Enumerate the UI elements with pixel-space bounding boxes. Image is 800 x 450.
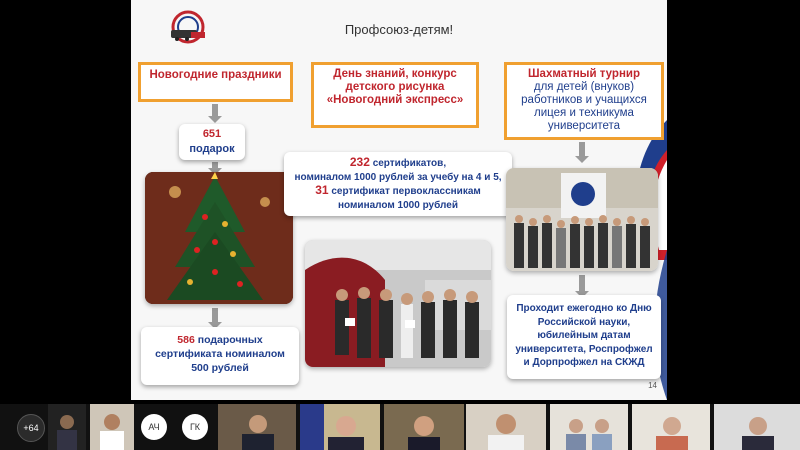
knowledge-certificates-text2: номиналом 1000 рублей за учебу на 4 и 5, — [294, 171, 502, 183]
knowledge-certificates-box — [284, 152, 512, 216]
participant-avatar — [218, 404, 296, 450]
gifts-label: подарок — [189, 143, 235, 155]
participant-video-tile[interactable] — [714, 404, 800, 450]
chess-tournament-photo — [506, 168, 658, 271]
header-knowledge-day-text: День знаний, конкурс детского рисунка «Новогодний экспресс» — [326, 68, 464, 106]
first-graders-text1: сертификат первоклассникам — [331, 186, 481, 197]
knowledge-certificates-count: 232 — [349, 155, 370, 169]
participant-video-tile[interactable] — [632, 404, 710, 450]
participant-video-tile[interactable] — [384, 404, 464, 450]
participant-video-tile[interactable] — [218, 404, 296, 450]
new-year-certificates-box — [141, 327, 299, 385]
participant-video-tile[interactable] — [550, 404, 628, 450]
header-knowledge-day — [311, 62, 479, 128]
header-new-year — [138, 62, 293, 102]
new-year-certificates-text: подарочных сертификата номиналом 500 рублей — [155, 334, 285, 374]
gifts-count: 651 — [202, 128, 222, 140]
first-graders-count: 31 — [315, 183, 329, 197]
participant-initials-badge[interactable]: ГК — [182, 414, 208, 440]
group-photo-image — [305, 240, 491, 367]
header-chess-title: Шахматный турнир — [528, 68, 640, 80]
chess-photo-image — [506, 168, 658, 271]
participant-video-tile[interactable] — [90, 404, 134, 450]
participant-avatar — [632, 404, 710, 450]
slide-title: Профсоюз-детям! — [344, 22, 454, 37]
more-participants-button[interactable]: +64 — [17, 414, 45, 442]
christmas-tree-image — [145, 172, 293, 304]
knowledge-day-group-photo — [305, 240, 491, 367]
participant-avatar — [466, 404, 546, 450]
participant-avatar — [550, 404, 628, 450]
participant-avatar — [90, 404, 134, 450]
knowledge-certificates-text1: сертификатов, — [372, 158, 447, 169]
chess-note-box — [507, 295, 661, 379]
participant-avatar — [714, 404, 800, 450]
new-year-certificates-count: 586 — [177, 334, 195, 346]
participant-video-tile[interactable] — [300, 404, 380, 450]
presentation-slide — [131, 0, 667, 400]
participant-avatar — [300, 404, 380, 450]
participant-video-tile[interactable] — [466, 404, 546, 450]
participant-avatar — [384, 404, 464, 450]
participant-avatar — [48, 404, 86, 450]
page-number: 14 — [648, 381, 657, 390]
header-new-year-text: Новогодние праздники — [149, 69, 282, 81]
header-chess — [504, 62, 664, 140]
chess-note-text: Проходит ежегодно ко Дню Российской науки, юбилейным датам университета, Роспрофжел и Дорпрофжел на СКЖД — [515, 303, 653, 368]
header-chess-subtitle: для детей (внуков) работников и учащихся лицея и техникума университета — [521, 81, 647, 132]
gifts-count-box — [179, 124, 245, 160]
first-graders-text2: номиналом 1000 рублей — [338, 199, 458, 211]
christmas-tree-photo — [145, 172, 293, 304]
participant-initials-badge[interactable]: АЧ — [141, 414, 167, 440]
participant-video-tile[interactable] — [48, 404, 86, 450]
